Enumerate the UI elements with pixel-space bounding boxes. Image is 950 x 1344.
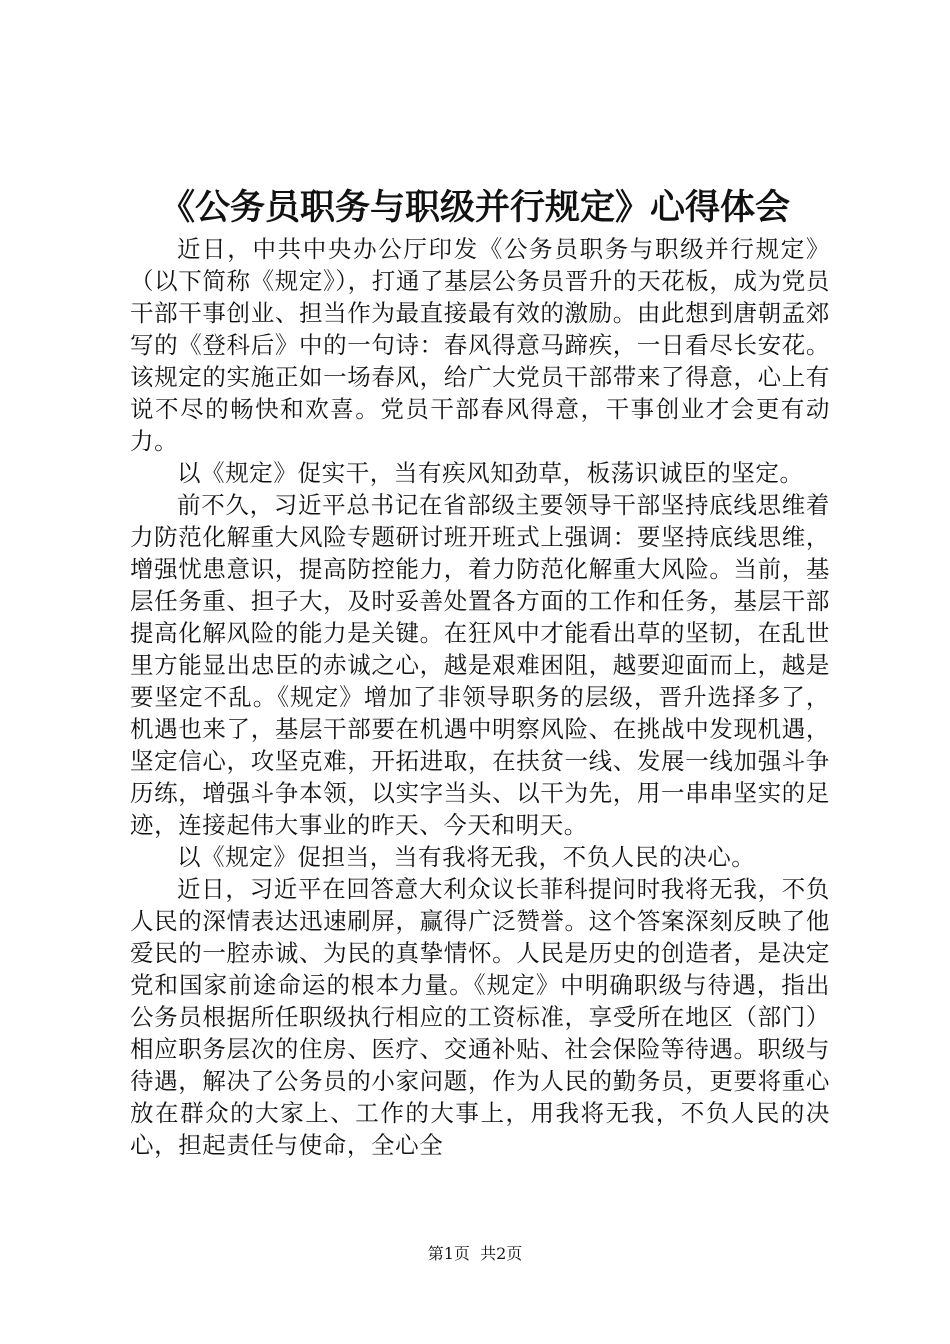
- paragraph-5: 近日，习近平在回答意大利众议长菲科提问时我将无我，不负人民的深情表达迅速刷屏，赢得广泛赞誉。这个答案深刻反映了他爱民的一腔赤诚、为民的真挚情怀。人民是历史的创造者，是决定党和国家前途命运的根本力量。《规定》中明确职级与待遇，指出公务员根据所任职级执行相应的工资标准，享受所在地区（部门）相应职务层次的住房、医疗、交通补贴、社会保险等待遇。职级与待遇，解决了公务员的小家问题，作为人民的勤务员，更要将重心放在群众的大家上、工作的大事上，用我将无我，不负人民的决心，担起责任与使命，全心全: [130, 875, 830, 1159]
- document-body: [130, 233, 830, 1161]
- paragraph-4: 以《规定》促担当，当有我将无我，不负人民的决心。: [177, 843, 756, 871]
- paragraph-1: 近日，中共中央办公厅印发《公务员职务与职级并行规定》（以下简称《规定》），打通了基层公务员晋升的天花板，成为党员干部干事创业、担当作为最直接最有效的激励。由此想到唐朝孟郊写的《登科后》中的一句诗：春风得意马蹄疾，一日看尽长安花。该规定的实施正如一场春风，给广大党员干部带来了得意，心上有说不尽的畅快和欢喜。党员干部春风得意，干事创业才会更有动力。: [130, 235, 830, 455]
- document-title: 《公务员职务与职级并行规定》心得体会: [159, 187, 790, 228]
- paragraph-2: 以《规定》促实干，当有疾风知劲草，板荡识诚臣的坚定。: [177, 459, 804, 487]
- paragraph-3: 前不久，习近平总书记在省部级主要领导干部坚持底线思维着力防范化解重大风险专题研讨班开班式上强调：要坚持底线思维，增强忧患意识，提高防控能力，着力防范化解重大风险。当前，基层任务重、担子大，及时妥善处置各方面的工作和任务，基层干部提高化解风险的能力是关键。在狂风中才能看出草的坚韧，在乱世里方能显出忠臣的赤诚之心，越是艰难困阻，越要迎面而上，越是要坚定不乱。《规定》增加了非领导职务的层级，晋升选择多了，机遇也来了，基层干部要在机遇中明察风险、在挑战中发现机遇，坚定信心，攻坚克难，开拓进取，在扶贫一线、发展一线加强斗争历练，增强斗争本领，以实字当头、以干为先，用一串串坚实的足迹，连接起伟大事业的昨天、今天和明天。: [130, 491, 830, 839]
- page-number-footer: 第1页 共2页: [427, 1244, 523, 1263]
